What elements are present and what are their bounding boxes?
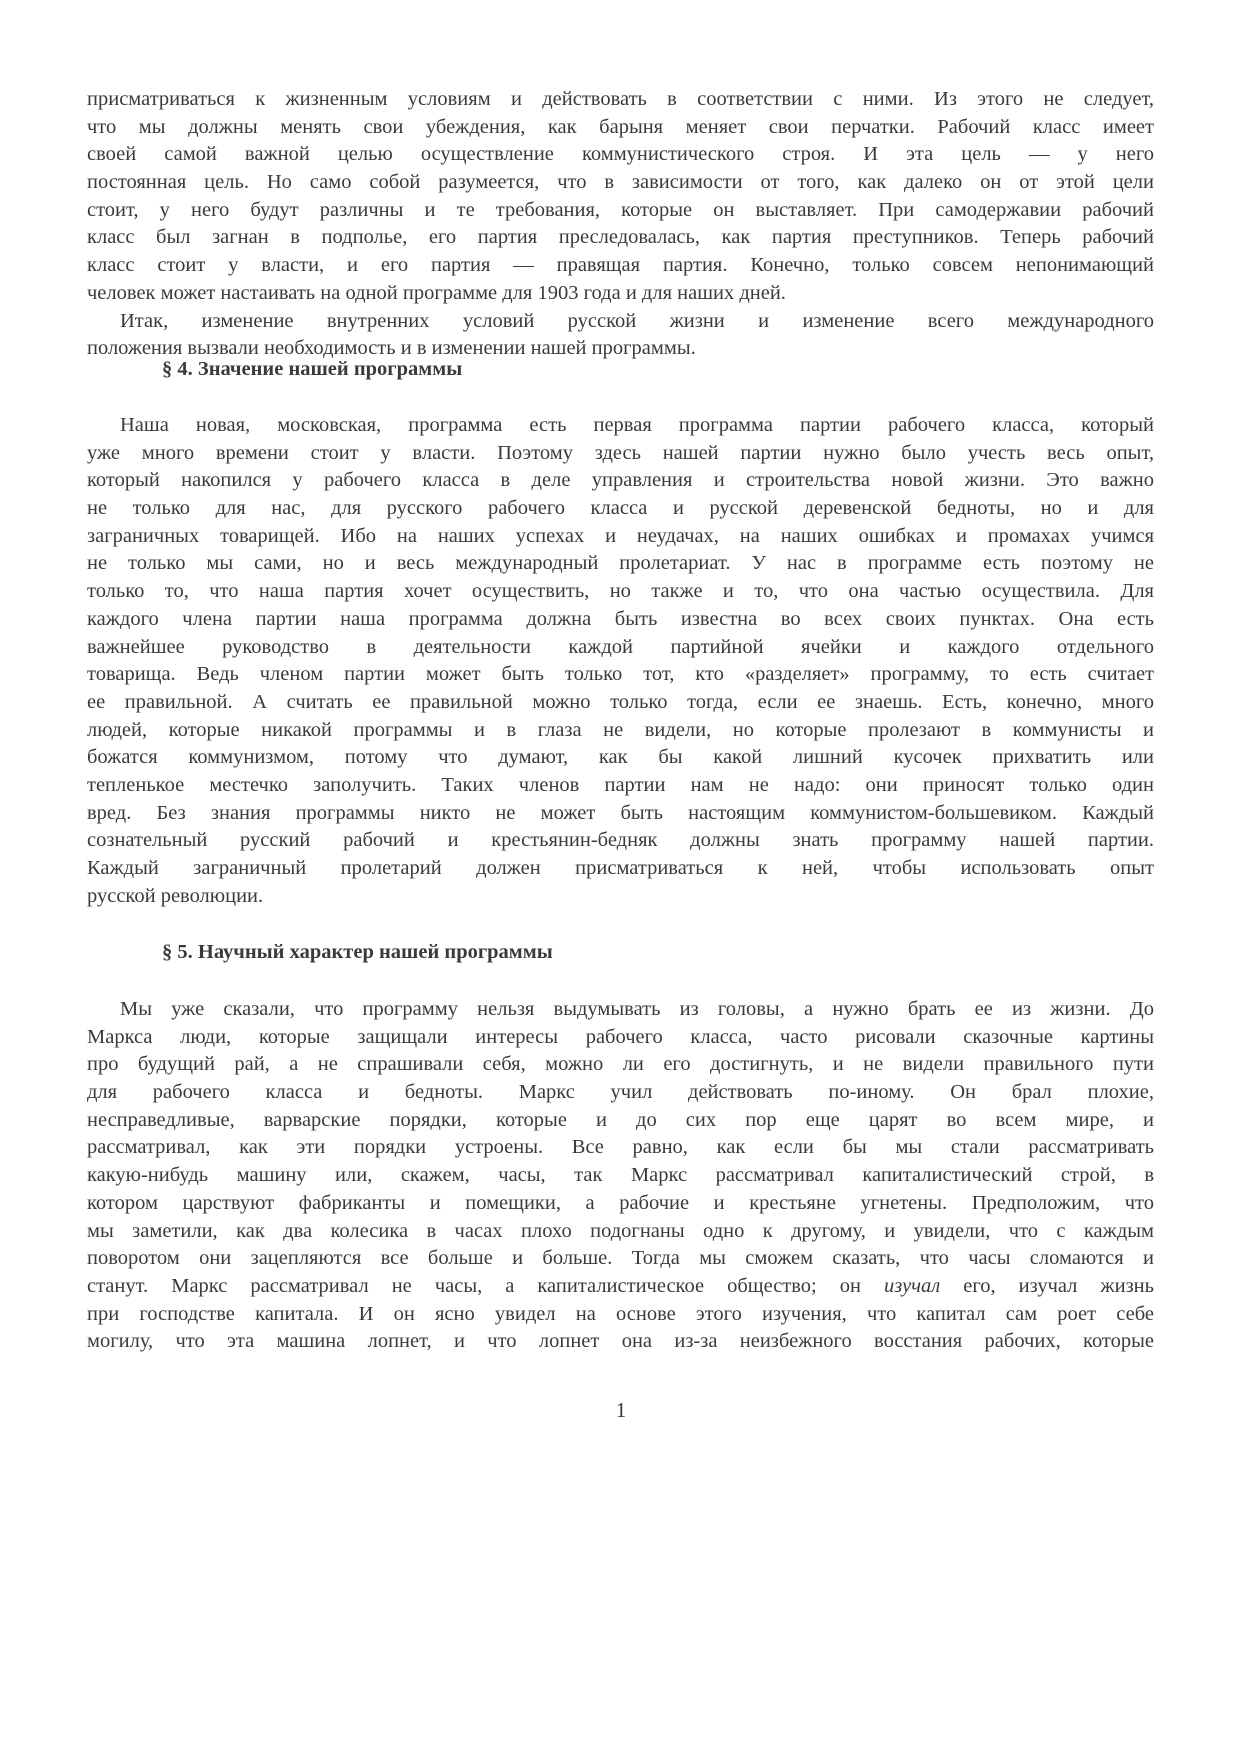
- text-line: [87, 1328, 1154, 1356]
- text-line: [87, 169, 1154, 197]
- text-line: [87, 1218, 1154, 1246]
- line-text: божатся коммунизмом, потому что думают, как бы какой лишний кусочек прихватить или: [87, 746, 1154, 769]
- text-line: [87, 717, 1154, 745]
- text-line: [87, 252, 1154, 280]
- line-text: несправедливые, варварские порядки, которые и до сих пор еще царят во всем мире, и: [87, 1108, 1154, 1131]
- text-line: [87, 883, 1154, 911]
- line-text: заграничных товарищей. Ибо на наших успехах и неудачах, на наших ошибках и промахах учимся: [87, 524, 1154, 547]
- page-number: 1: [615, 1398, 627, 1422]
- line-text: мы заметили, как два колесика в часах плохо подогнаны одно к другому, и увидели, что с каждым: [87, 1219, 1154, 1242]
- text-line: [87, 1134, 1154, 1162]
- section-4-paragraph: [87, 412, 1154, 910]
- emphasized-word: изучал: [884, 1274, 941, 1297]
- text-line: [87, 855, 1154, 883]
- intro-paragraphs: [87, 86, 1154, 363]
- text-line: [87, 1079, 1154, 1107]
- text-line: [87, 86, 1154, 114]
- line-text: вред. Без знания программы никто не может быть настоящим коммунистом-большевиком. Каждый: [87, 801, 1154, 824]
- text-line: [87, 1107, 1154, 1135]
- line-text: сознательный русский рабочий и крестьянин-бедняк должны знать программу нашей партии.: [87, 829, 1154, 852]
- line-text: стоит, у него будут различны и те требования, которые он выставляет. При самодержавии рабочий: [87, 198, 1154, 221]
- text-line: [87, 661, 1154, 689]
- text-line: [87, 141, 1154, 169]
- line-text: при господстве капитала. И он ясно увидел на основе этого изучения, что капитал сам роет себе: [87, 1302, 1154, 1325]
- line-text: Каждый заграничный пролетарий должен присматриваться к ней, чтобы использовать опыт: [87, 857, 1154, 879]
- line-text: какую-нибудь машину или, скажем, часы, так Маркс рассматривал капиталистический строй, в: [87, 1164, 1154, 1187]
- text-line: [87, 1273, 1154, 1301]
- line-text: его, изучал жизнь: [940, 1274, 1154, 1297]
- line-text: Наша новая, московская, программа есть первая программа партии рабочего класса, который: [120, 414, 1154, 436]
- section-4-heading: § 4. Значение нашей программы: [162, 358, 463, 380]
- text-line: [87, 1051, 1154, 1079]
- line-text: для рабочего класса и бедноты. Маркс учил действовать по-иному. Он брал плохие,: [87, 1081, 1154, 1104]
- line-text: который накопился у рабочего класса в деле управления и строительства новой жизни. Это важно: [87, 469, 1154, 492]
- line-text: не только для нас, для русского рабочего класса и русской деревенской бедноты, но и для: [87, 497, 1154, 520]
- section-5-paragraph: [87, 996, 1154, 1356]
- line-text: ее правильной. А считать ее правильной можно только тогда, если ее знаешь. Есть, конечно, много: [87, 690, 1154, 713]
- text-line: [87, 744, 1154, 772]
- text-line: [87, 550, 1154, 578]
- text-line: [87, 114, 1154, 142]
- line-text: товарища. Ведь членом партии может быть только тот, кто «разделяет» программу, то есть считает: [87, 663, 1154, 686]
- text-line: [87, 197, 1154, 225]
- line-text: каждого члена партии наша программа должна быть известна во всех своих пунктах. Она есть: [87, 607, 1154, 630]
- line-text: Итак, изменение внутренних условий русской жизни и изменение всего международного: [120, 309, 1154, 332]
- text-line: [87, 800, 1154, 828]
- line-text: людей, которые никакой программы и в глаза не видели, но которые пролезают в коммунисты и: [87, 718, 1154, 741]
- text-line: [87, 996, 1154, 1024]
- text-line: [87, 280, 1154, 308]
- line-text: постоянная цель. Но само собой разумеется, что в зависимости от того, как далеко он от этой цели: [87, 171, 1154, 194]
- text-line: [87, 467, 1154, 495]
- line-text: не только мы сами, но и весь международный пролетариат. У нас в программе есть поэтому не: [87, 552, 1154, 575]
- text-line: [87, 1024, 1154, 1052]
- text-line: [87, 772, 1154, 800]
- text-line: [87, 1162, 1154, 1190]
- text-line: [87, 689, 1154, 717]
- line-text: котором царствуют фабриканты и помещики, а рабочие и крестьяне угнетены. Предположим, что: [87, 1191, 1154, 1214]
- line-text: русской революции.: [87, 884, 264, 907]
- line-text: уже много времени стоит у власти. Поэтому здесь нашей партии нужно было учесть весь опыт,: [87, 441, 1154, 464]
- text-line: [87, 308, 1154, 336]
- line-text: только то, что наша партия хочет осуществить, но также и то, что она частью осуществила. Для: [87, 580, 1154, 603]
- line-text: класс был загнан в подполье, его партия преследовалась, как партия преступников. Теперь рабочий: [87, 226, 1154, 249]
- text-line: [87, 634, 1154, 662]
- line-text: могилу, что эта машина лопнет, и что лопнет она из-за неизбежного восстания рабочих, которые: [87, 1330, 1154, 1353]
- line-text: Маркса люди, которые защищали интересы рабочего класса, часто рисовали сказочные картины: [87, 1025, 1154, 1048]
- line-text: своей самой важной целью осуществление коммунистического строя. И эта цель — у него: [87, 143, 1154, 166]
- line-text: поворотом они зацепляются все больше и больше. Тогда мы сможем сказать, что часы сломаются и: [87, 1247, 1154, 1270]
- line-text: человек может настаивать на одной программе для 1903 года и для наших дней.: [87, 281, 786, 304]
- line-text: что мы должны менять свои убеждения, как барыня меняет свои перчатки. Рабочий класс имеет: [87, 115, 1154, 138]
- line-text: рассматривал, как эти порядки устроены. Все равно, как если бы мы стали рассматривать: [87, 1136, 1154, 1159]
- section-5-heading: § 5. Научный характер нашей программы: [162, 941, 553, 963]
- text-line: [87, 578, 1154, 606]
- line-text: присматриваться к жизненным условиям и действовать в соответствии с ними. Из этого не следует,: [87, 88, 1154, 110]
- text-line: [87, 606, 1154, 634]
- line-text: положения вызвали необходимость и в изменении нашей программы.: [87, 337, 696, 360]
- text-line: [87, 523, 1154, 551]
- line-text: станут. Маркс рассматривал не часы, а капиталистическое общество; он: [87, 1274, 885, 1297]
- text-line: [87, 412, 1154, 440]
- text-line: [87, 224, 1154, 252]
- line-text: важнейшее руководство в деятельности каждой партийной ячейки и каждого отдельного: [87, 635, 1154, 658]
- text-line: [87, 495, 1154, 523]
- text-line: [87, 827, 1154, 855]
- text-line: [87, 1245, 1154, 1273]
- line-text: про будущий рай, а не спрашивали себя, можно ли его достигнуть, и не видели правильного пути: [87, 1053, 1154, 1076]
- line-text: класс стоит у власти, и его партия — правящая партия. Конечно, только совсем непонимающий: [87, 254, 1154, 277]
- text-line: [87, 440, 1154, 468]
- text-line: [87, 1301, 1154, 1329]
- text-line: [87, 1190, 1154, 1218]
- line-text: тепленькое местечко заполучить. Таких членов партии нам не надо: они приносят только один: [87, 773, 1154, 796]
- line-text: Мы уже сказали, что программу нельзя выдумывать из головы, а нужно брать ее из жизни. До: [120, 998, 1154, 1020]
